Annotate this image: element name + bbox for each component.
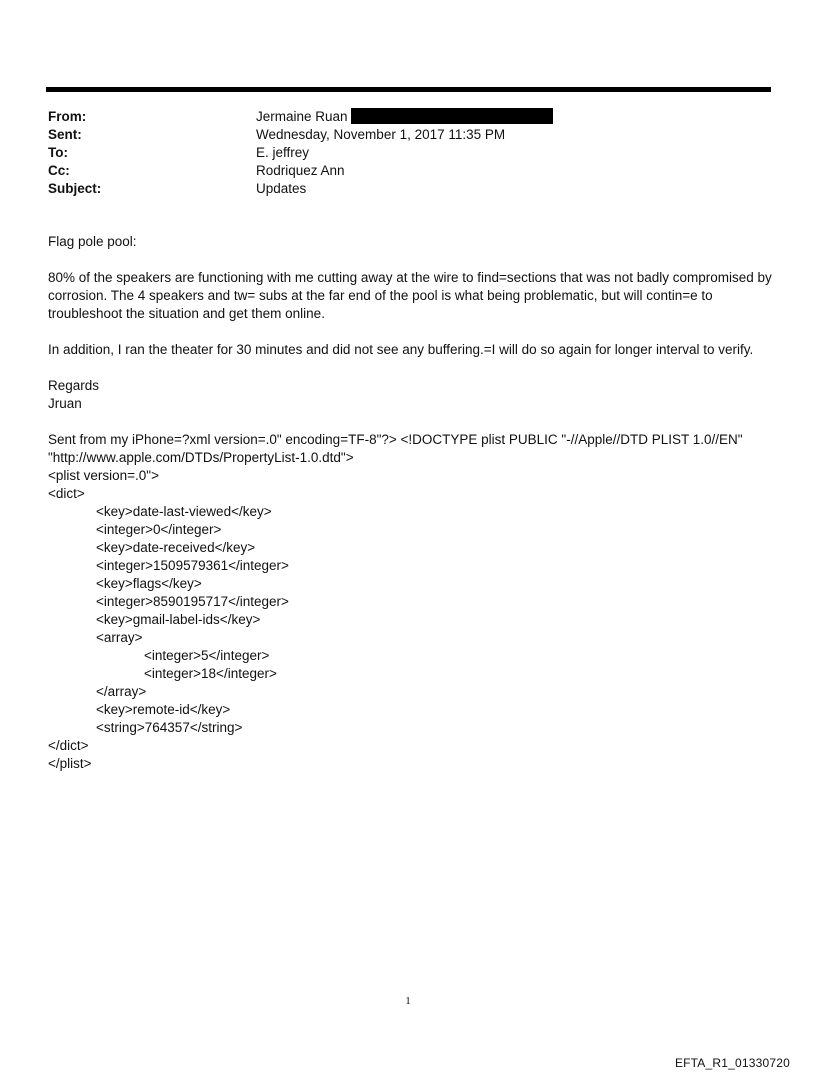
from-value: Jermaine Ruan bbox=[256, 109, 348, 124]
email-body bbox=[48, 233, 773, 773]
plist-line: <integer>1509579361</integer> bbox=[96, 558, 289, 573]
subject-label: Subject: bbox=[48, 181, 102, 196]
header-divider bbox=[46, 87, 771, 92]
subject-row bbox=[48, 180, 768, 198]
cc-row bbox=[48, 162, 768, 180]
sent-value: Wednesday, November 1, 2017 11:35 PM bbox=[256, 127, 506, 142]
plist-line: <key>flags</key> bbox=[96, 576, 202, 591]
plist-line: <string>764357</string> bbox=[96, 720, 243, 735]
plist-line: <key>remote-id</key> bbox=[96, 702, 231, 717]
plist-line: <integer>18</integer> bbox=[144, 666, 277, 681]
body-paragraph-1: 80% of the speakers are functioning with me cutting away at the wire to find=sections that was not badly compromised by corrosion. The 4 speakers and tw= subs at the far end of the pool is what being problematic, but will contin=e to troubleshoot the situation and get them online. bbox=[48, 270, 772, 321]
plist-line: <integer>0</integer> bbox=[96, 522, 222, 537]
plist-line: <dict> bbox=[48, 486, 85, 501]
sent-row bbox=[48, 126, 768, 144]
plist-line: <plist version=.0"> bbox=[48, 468, 159, 483]
from-row bbox=[48, 108, 768, 126]
page-number: 1 bbox=[405, 995, 411, 1007]
plist-line: <key>date-received</key> bbox=[96, 540, 256, 555]
redaction-block bbox=[351, 108, 553, 124]
subject-value: Updates bbox=[256, 181, 307, 196]
plist-line: <key>gmail-label-ids</key> bbox=[96, 612, 261, 627]
plist-line: <integer>8590195717</integer> bbox=[96, 594, 289, 609]
body-signature: Jruan bbox=[48, 396, 82, 411]
email-header bbox=[48, 108, 768, 198]
body-closing: Regards bbox=[48, 378, 100, 393]
plist-line: <integer>5</integer> bbox=[144, 648, 270, 663]
to-label: To: bbox=[48, 145, 68, 160]
bates-number: EFTA_R1_01330720 bbox=[674, 1056, 790, 1070]
plist-line: </dict> bbox=[48, 738, 89, 753]
cc-value: Rodriquez Ann bbox=[256, 163, 345, 178]
from-value-wrap bbox=[256, 108, 553, 126]
body-paragraph-2: In addition, I ran the theater for 30 minutes and did not see any buffering.=I will do so again for longer interval to verify. bbox=[48, 342, 754, 357]
plist-line: <key>date-last-viewed</key> bbox=[96, 504, 272, 519]
cc-label: Cc: bbox=[48, 163, 70, 178]
plist-block bbox=[48, 467, 773, 773]
to-row bbox=[48, 144, 768, 162]
to-value: E. jeffrey bbox=[256, 145, 310, 160]
plist-line: </array> bbox=[96, 684, 147, 699]
from-label: From: bbox=[48, 109, 87, 124]
sent-label: Sent: bbox=[48, 127, 82, 142]
sent-from-line: Sent from my iPhone=?xml version=.0" encoding=TF-8"?> <!DOCTYPE plist PUBLIC "-//Apple//DTD PLIST 1.0//EN" "http://www.apple.com/DTDs/PropertyList-1.0.dtd"> bbox=[48, 432, 743, 465]
plist-line: </plist> bbox=[48, 756, 92, 771]
body-greeting: Flag pole pool: bbox=[48, 234, 137, 249]
plist-line: <array> bbox=[96, 630, 143, 645]
